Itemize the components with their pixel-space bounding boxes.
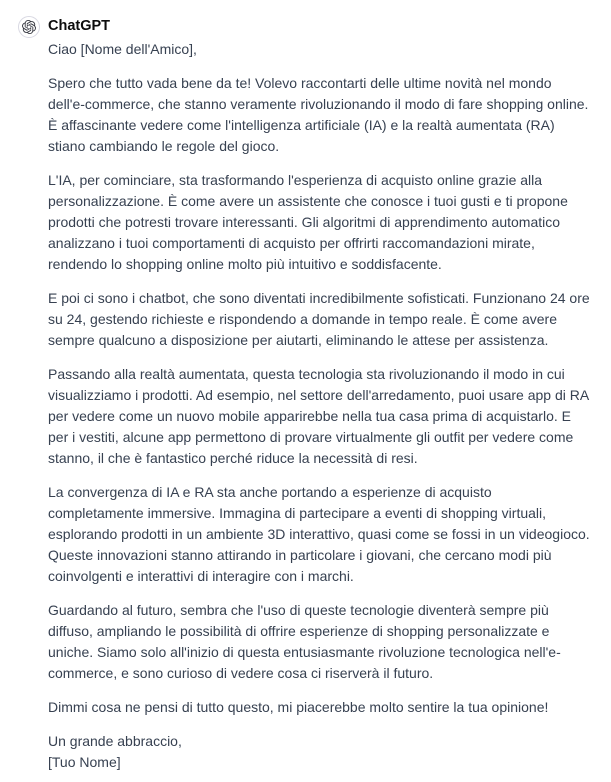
avatar: [18, 16, 40, 38]
sender-name: ChatGPT: [48, 18, 111, 34]
message-paragraph: Passando alla realtà aumentata, questa tecnologia sta rivoluzionando il modo in cui visualizziamo i prodotti. Ad esempio, nel settore dell'arredamento, puoi usare app di RA per vedere come un nuovo mobile apparirebbe nella tua casa prima di acquistarlo. E per i vestiti, alcune app permettono di provare virtualmente gli outfit per vedere come stanno, il che è fantastico perché riduce la necessità di resi.: [48, 366, 589, 466]
message-paragraph: E poi ci sono i chatbot, che sono diventati incredibilmente sofisticati. Funzionano 24 ore su 24, gestendo richieste e rispondendo a domande in tempo reale. È come avere sempre qualcuno a disposizione per aiutarti, eliminando le attese per assistenza.: [48, 290, 590, 348]
signature-placeholder: [Tuo Nome]: [48, 754, 121, 770]
message-paragraph: Spero che tutto vada bene da te! Volevo raccontarti delle ultime novità nel mondo dell'e-commerce, che stanno veramente rivoluzionando il modo di fare shopping online. È affascinante vedere come l'intelligenza artificiale (IA) e la realtà aumentata (RA) stiano cambiando le regole del gioco.: [48, 75, 589, 154]
message-paragraph: Guardando al futuro, sembra che l'uso di queste tecnologie diventerà sempre più diffuso, ampliando le possibilità di offrire esperienze di shopping personalizzate e uniche. Siamo solo all'inizio di questa entusiasmante rivoluzione tecnologica nell'e-commerce, e sono curioso di vedere cosa ci riserverà il futuro.: [48, 602, 561, 681]
signoff-line: Un grande abbraccio,: [48, 733, 182, 749]
signoff-paragraph: [48, 731, 591, 773]
openai-logo-icon: [22, 20, 36, 34]
greeting-paragraph: Ciao [Nome dell'Amico],: [48, 41, 197, 57]
message-paragraph: La convergenza di IA e RA sta anche portando a esperienze di acquisto completamente immersive. Immagina di partecipare a eventi di shopping virtuali, esplorando prodotti in un ambiente 3D interattivo, quasi come se fossi in un videogioco. Queste innovazioni stanno attirando in particolare i giovani, che cercano modi più coinvolgenti e interattivi di interagire con i marchi.: [48, 484, 590, 584]
message-content: [48, 15, 591, 773]
closing-paragraph: Dimmi cosa ne pensi di tutto questo, mi piacerebbe molto sentire la tua opinione!: [48, 699, 549, 715]
message-paragraph: L'IA, per cominciare, sta trasformando l'esperienza di acquisto online grazie alla personalizzazione. È come avere un assistente che conosce i tuoi gusti e ti propone prodotti che potresti trovare interessanti. Gli algoritmi di apprendimento automatico analizzano i tuoi comportamenti di acquisto per offrirti raccomandazioni mirate, rendendo lo shopping online molto più intuitivo e soddisfacente.: [48, 172, 568, 272]
message-body: [48, 39, 591, 773]
